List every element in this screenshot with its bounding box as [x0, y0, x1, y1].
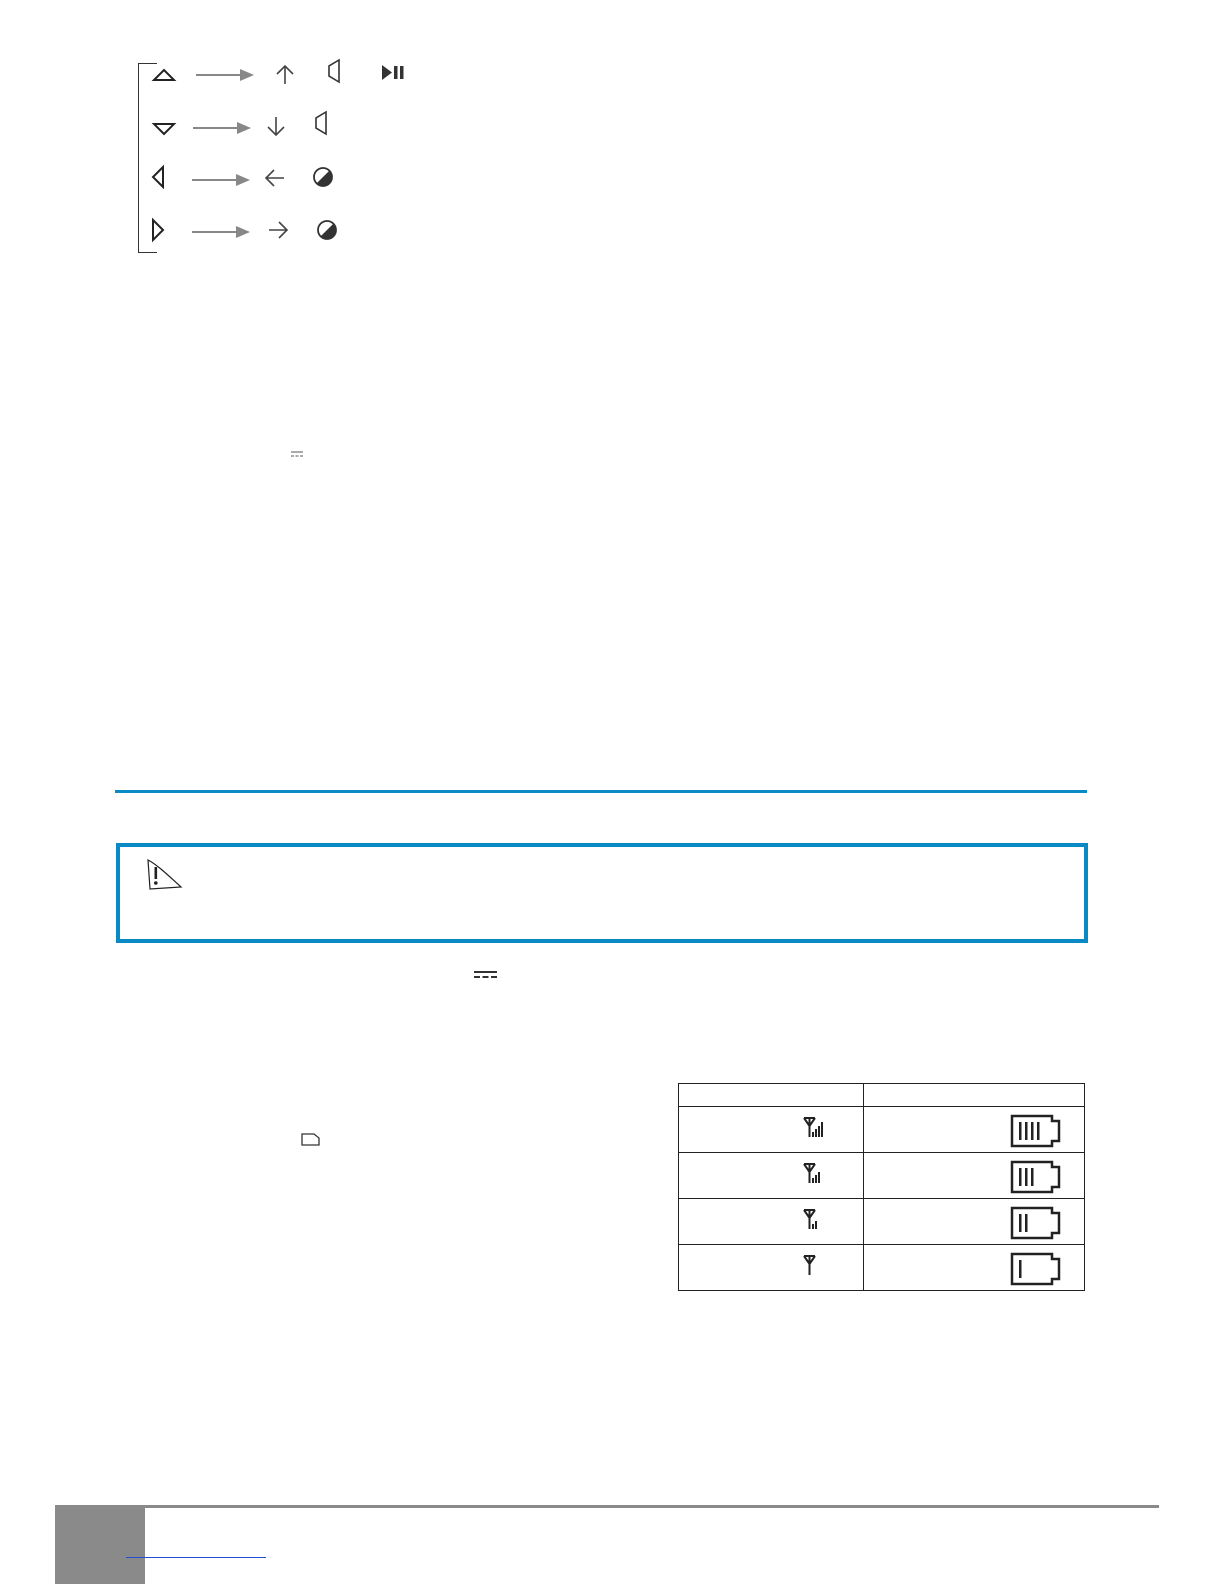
table-row [679, 1107, 1085, 1153]
battery-cell [864, 1153, 1085, 1199]
contrast-icon [312, 166, 334, 188]
signal-0-bars-icon [803, 1254, 825, 1278]
table-row [679, 1245, 1085, 1291]
down-arrow-icon [265, 115, 287, 137]
play-pause-icon [380, 64, 406, 82]
table-header-row [679, 1084, 1085, 1107]
arrow-right-gray-icon [196, 68, 256, 82]
memory-card-icon [301, 1133, 321, 1147]
key-mapping-diagram [130, 55, 430, 260]
section-divider [115, 790, 1087, 793]
left-triangle-icon [150, 165, 166, 189]
table-row [679, 1199, 1085, 1245]
signal-cell [679, 1107, 864, 1153]
battery-cell [864, 1107, 1085, 1153]
warning-triangle-icon [144, 857, 184, 893]
volume-speaker-icon [313, 110, 331, 136]
signal-3-bars-icon [803, 1162, 825, 1186]
footer-divider [55, 1505, 1159, 1508]
header-cell [864, 1084, 1085, 1107]
signal-cell [679, 1153, 864, 1199]
contrast-icon [316, 219, 338, 241]
footer-link-underline[interactable] [126, 1557, 266, 1558]
battery-4-bars-icon [1010, 1114, 1062, 1148]
signal-cell [679, 1199, 864, 1245]
status-table [678, 1083, 1085, 1291]
battery-cell [864, 1245, 1085, 1291]
header-cell [679, 1084, 864, 1107]
battery-1-bar-icon [1010, 1252, 1062, 1286]
left-arrow-icon [264, 167, 286, 189]
right-triangle-icon [150, 218, 166, 242]
page-number-tab [55, 1508, 145, 1584]
signal-cell [679, 1245, 864, 1291]
battery-3-bars-icon [1010, 1160, 1062, 1194]
warning-box [116, 843, 1088, 943]
dc-current-icon [474, 970, 498, 980]
arrow-right-gray-icon [193, 121, 253, 135]
signal-2-bars-icon [803, 1208, 825, 1232]
down-triangle-icon [152, 121, 176, 137]
battery-2-bars-icon [1010, 1206, 1062, 1240]
table-row [679, 1153, 1085, 1199]
arrow-right-gray-icon [192, 225, 252, 239]
up-triangle-icon [152, 67, 176, 83]
right-arrow-icon [267, 219, 289, 241]
signal-4-bars-icon [803, 1116, 825, 1140]
up-arrow-icon [274, 64, 296, 86]
volume-speaker-icon [326, 58, 344, 84]
dc-current-icon [290, 450, 304, 458]
arrow-right-gray-icon [192, 173, 252, 187]
battery-cell [864, 1199, 1085, 1245]
